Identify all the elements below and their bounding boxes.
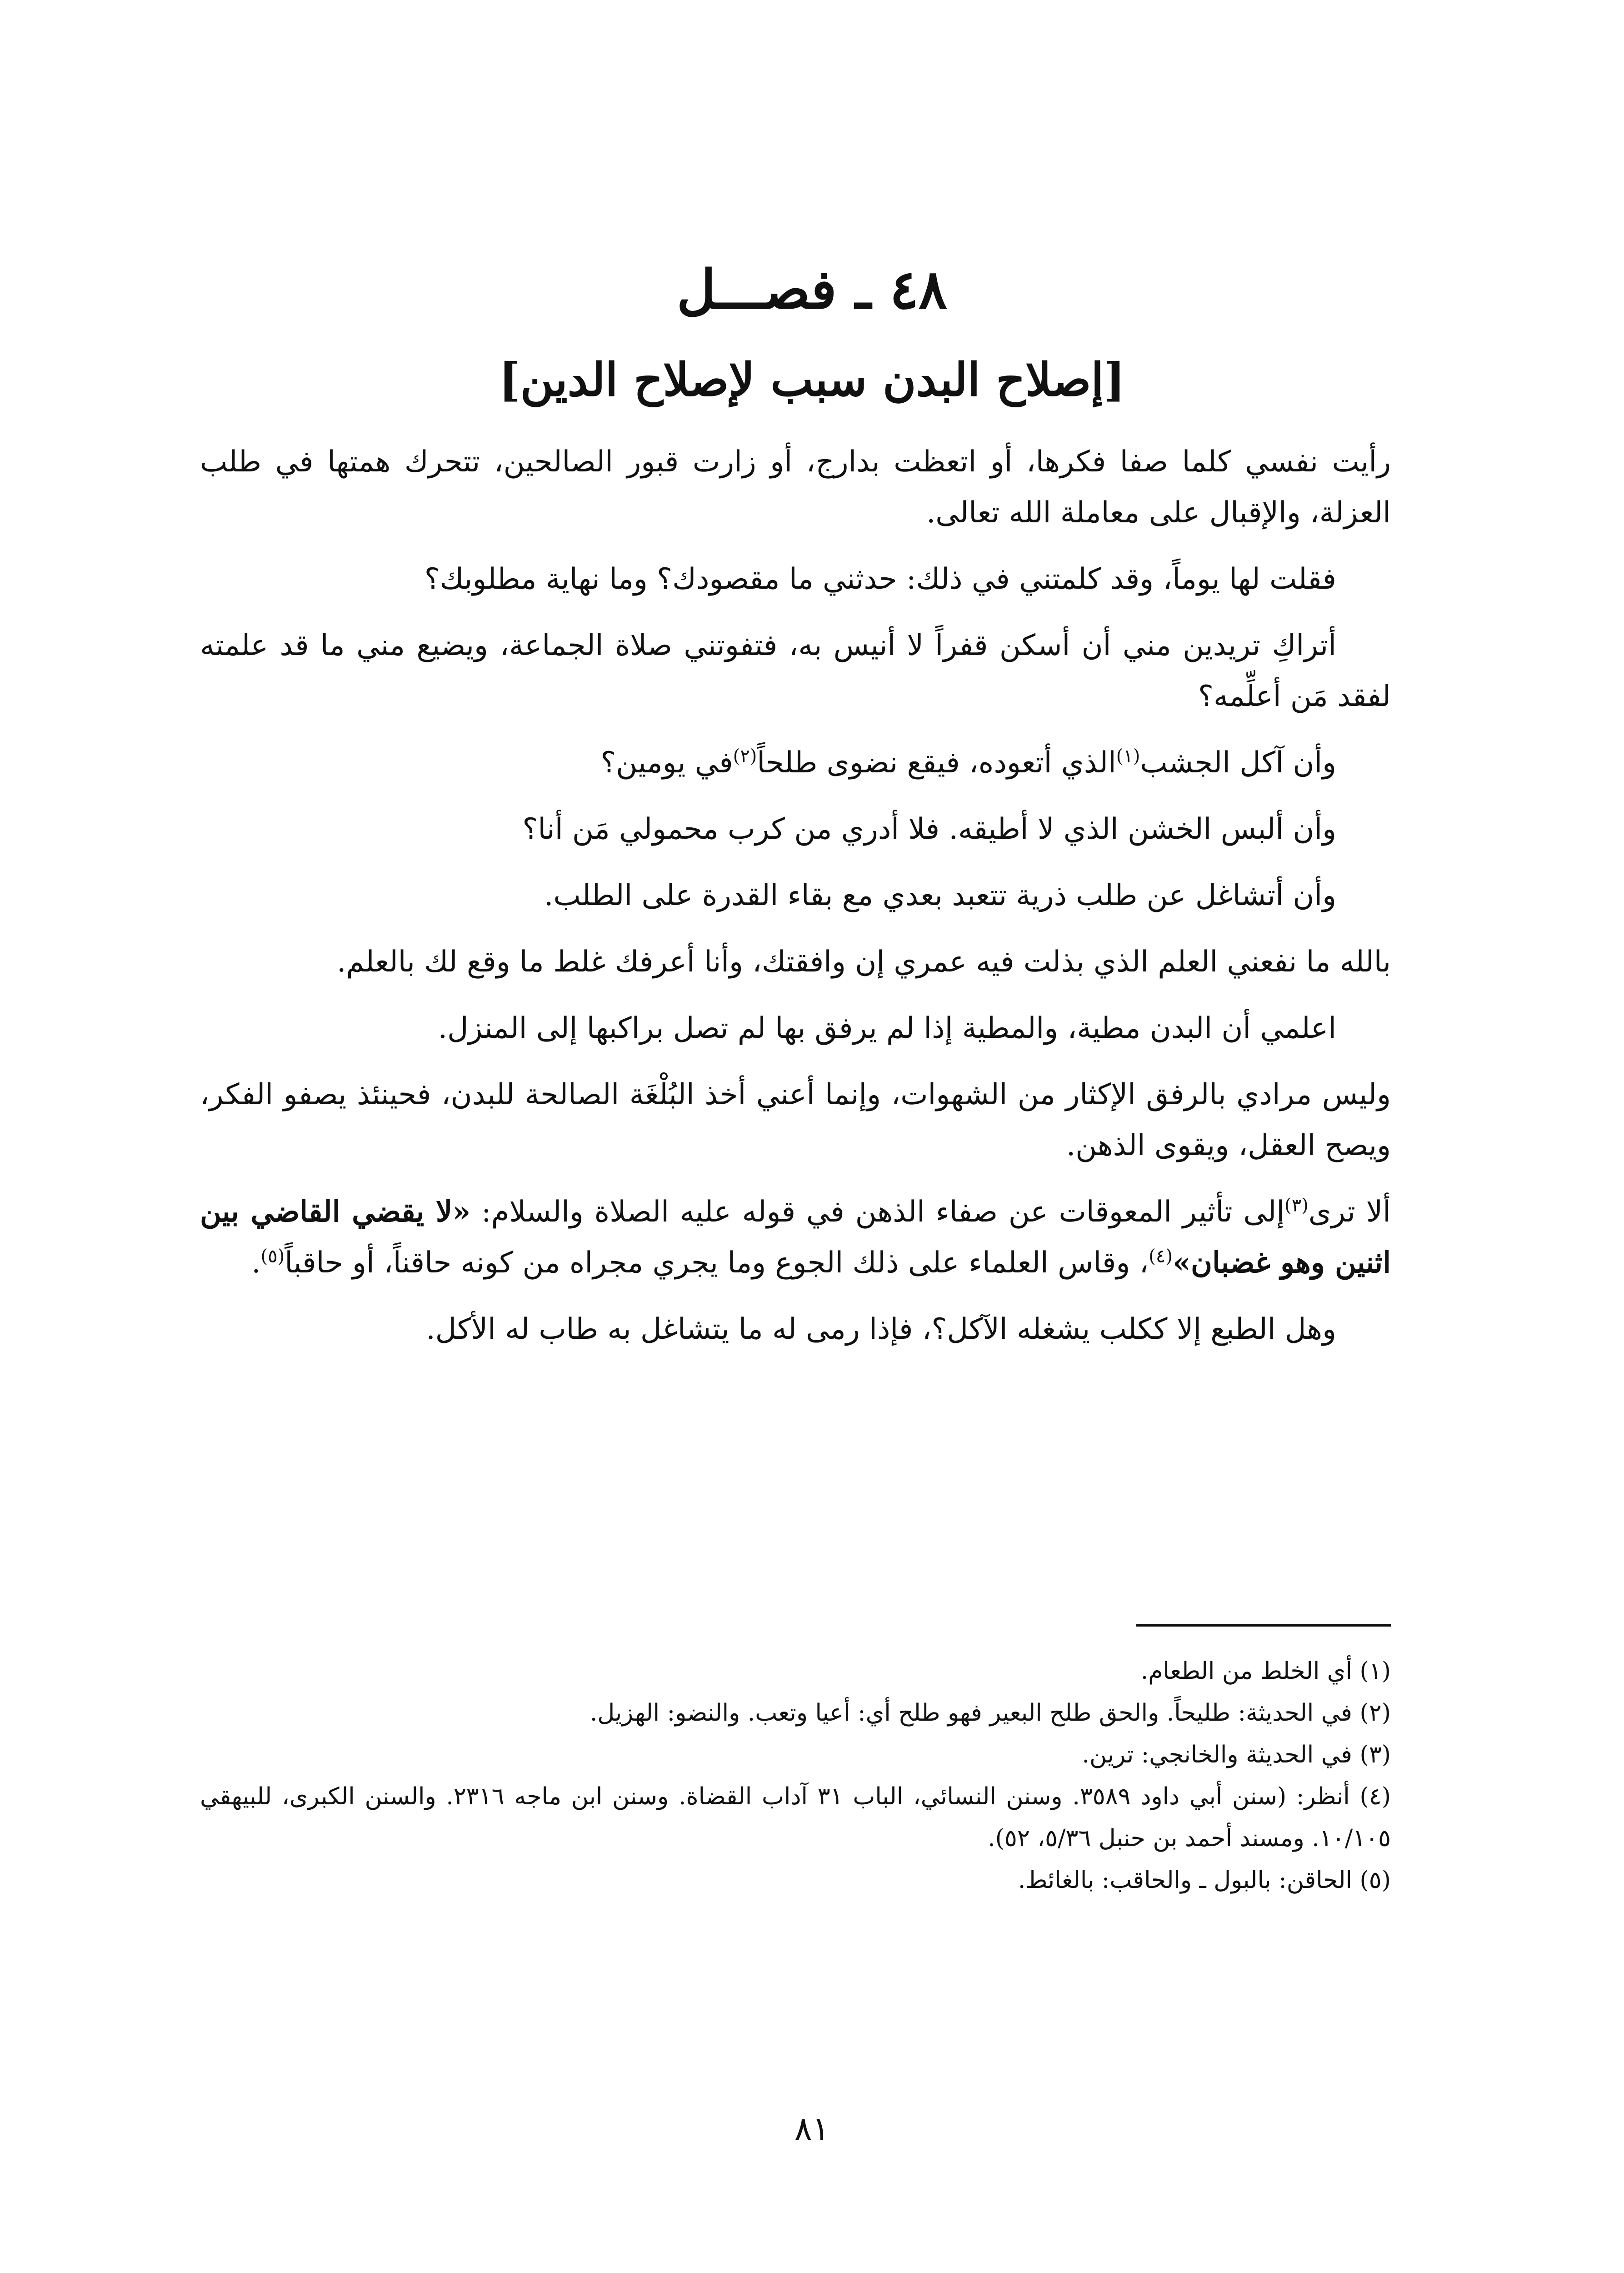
hadith-quote: «لا يقضي القاضي بين اثنين وهو غضبان» — [200, 1195, 1391, 1280]
footnote-4: (٤) أنظر: (سنن أبي داود ٣٥٨٩. وسنن النسائي، الباب ٣١ آداب القضاة. وسنن ابن ماجه ٢٣١٦. والسنن الكبرى، للبيهقي ١٠/١٠٥. ومسند أحمد بن حنبل ٥/٣٦، ٥٢). — [200, 1783, 1391, 1852]
paragraph-7: بالله ما نفعني العلم الذي بذلت فيه عمري إن وافقتك، وأنا أعرفك غلط ما وقع لك بالعلم. — [337, 945, 1391, 979]
paragraph-6: وأن أتشاغل عن طلب ذرية تتعبد بعدي مع بقاء القدرة على الطلب. — [544, 879, 1336, 912]
footnote-ref-5: (٥) — [260, 1246, 285, 1267]
chapter-title: ٤٨ ـ فصـــل — [676, 258, 948, 321]
paragraph-4-text-b: الذي أتعوده، فيقع نضوى طلحاً — [757, 746, 1116, 780]
footnote-ref-3: (٣) — [1284, 1195, 1309, 1216]
paragraph-10-text-b: إلى تأثير المعوقات عن صفاء الذهن في قوله عليه الصلاة والسلام: — [470, 1195, 1285, 1229]
paragraph-10-text-d: . — [251, 1246, 261, 1280]
footnote-ref-2: (٢) — [733, 746, 757, 767]
paragraph-1: رأيت نفسي كلما صفا فكرها، أو اتعظت بدارج، أو زارت قبور الصالحين، تتحرك همتها في طلب العزلة، والإقبال على معاملة الله تعالى. — [200, 445, 1391, 530]
paragraph-10 — [200, 1187, 1391, 1288]
paragraph-3: أتراكِ تريدين مني أن أسكن قفراً لا أنيس به، فتفوتني صلاة الجماعة، ويضيع مني ما قد علمته لفقد مَن أعلِّمه؟ — [200, 629, 1391, 713]
footnote-ref-1: (١) — [1116, 746, 1140, 767]
paragraph-4-text-a: وأن آكل الجشب — [1140, 746, 1336, 780]
footnote-ref-4: (٤) — [1149, 1246, 1173, 1267]
footnote-1: (١) أي الخلط من الطعام. — [1140, 1657, 1391, 1685]
paragraph-8: اعلمي أن البدن مطية، والمطية إذا لم يرفق بها لم تصل براكبها إلى المنزل. — [438, 1011, 1336, 1045]
footnotes — [200, 1650, 1391, 1901]
body-text — [200, 436, 1391, 1370]
paragraph-2: فقلت لها يوماً، وقد كلمتني في ذلك: حدثني ما مقصودك؟ وما نهاية مطلوبك؟ — [424, 562, 1336, 596]
page-number: ٨١ — [794, 2109, 830, 2148]
footnote-5: (٥) الحاقن: بالبول ـ والحاقب: بالغائط. — [1018, 1867, 1391, 1894]
paragraph-9: وليس مرادي بالرفق الإكثار من الشهوات، وإنما أعني أخذ البُلْغَة الصالحة للبدن، فحينئذ يصفو الفكر، ويصح العقل، ويقوى الذهن. — [200, 1078, 1391, 1162]
paragraph-5: وأن ألبس الخشن الذي لا أطيقه. فلا أدري من كرب محمولي مَن أنا؟ — [522, 812, 1336, 846]
footnote-2: (٢) في الحديثة: طليحاً. والحق طلح البعير فهو طلح أي: أعيا وتعب. والنضو: الهزيل. — [590, 1699, 1391, 1727]
paragraph-10-text-c: ، وقاس العلماء على ذلك الجوع وما يجري مجراه من كونه حاقناً، أو حاقباً — [285, 1246, 1149, 1280]
paragraph-4 — [200, 737, 1391, 788]
paragraph-10-text-a: ألا ترى — [1308, 1195, 1391, 1229]
footnote-3: (٣) في الحديثة والخانجي: ترين. — [1082, 1741, 1391, 1768]
paragraph-4-text-c: في يومين؟ — [600, 746, 733, 780]
footnote-divider — [1136, 1624, 1391, 1627]
section-title: [إصلاح البدن سبب لإصلاح الدين] — [499, 353, 1125, 406]
paragraph-11: وهل الطبع إلا ككلب يشغله الآكل؟، فإذا رمى له ما يتشاغل به طاب له الأكل. — [426, 1312, 1336, 1346]
